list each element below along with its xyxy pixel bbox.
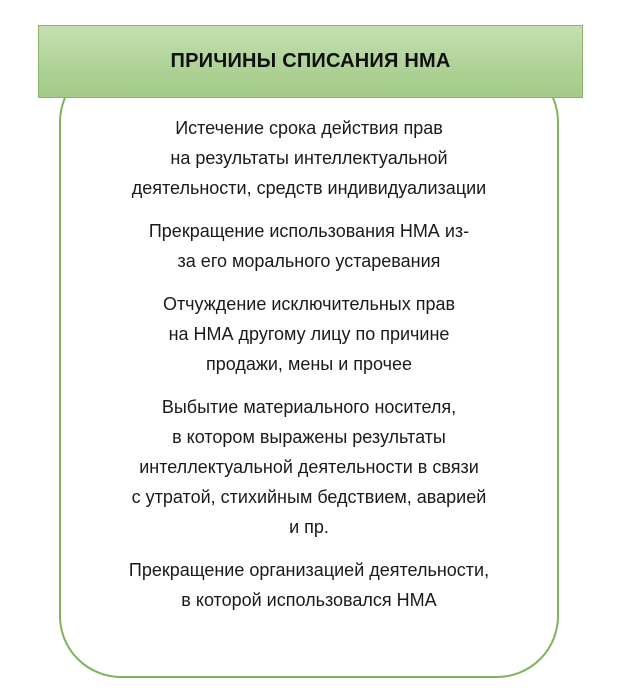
reason-text-line: и пр.: [289, 517, 329, 537]
reason-text-line: Отчуждение исключительных прав: [162, 294, 456, 314]
reason-text-line: за его морального устаревания: [177, 251, 441, 271]
reason-item-alienation: [163, 289, 455, 379]
reason-text-line: в которой использовался НМА: [181, 590, 437, 610]
reason-item-termination: [129, 555, 489, 615]
reason-text-line: интеллектуальной деятельности в связи: [139, 457, 479, 477]
reason-text-line: деятельности, средств индивидуализации: [131, 178, 487, 198]
reason-text-line: в котором выражены результаты: [172, 427, 446, 447]
diagram-title: ПРИЧИНЫ СПИСАНИЯ НМА: [170, 50, 451, 72]
reason-text-line: на результаты интеллектуальной: [170, 148, 448, 168]
reason-text-line: на НМА другому лицу по причине: [168, 324, 450, 344]
reason-text-line: Истечение срока действия прав: [175, 118, 443, 138]
reason-text-line: Прекращение организацией деятельности,: [128, 560, 490, 580]
reason-text-line: Прекращение использования НМА из-: [148, 221, 470, 241]
reason-item-medium-loss: [132, 392, 487, 542]
reason-text-line: Выбытие материального носителя,: [161, 397, 457, 417]
reason-item-rights-expiry: [132, 113, 487, 203]
reasons-list: [62, 113, 556, 628]
reason-text-line: продажи, мены и прочее: [205, 354, 413, 374]
reason-text-line: с утратой, стихийным бедствием, аварией: [131, 487, 487, 507]
header-banner: [38, 25, 583, 98]
reason-item-obsolescence: [149, 216, 469, 276]
